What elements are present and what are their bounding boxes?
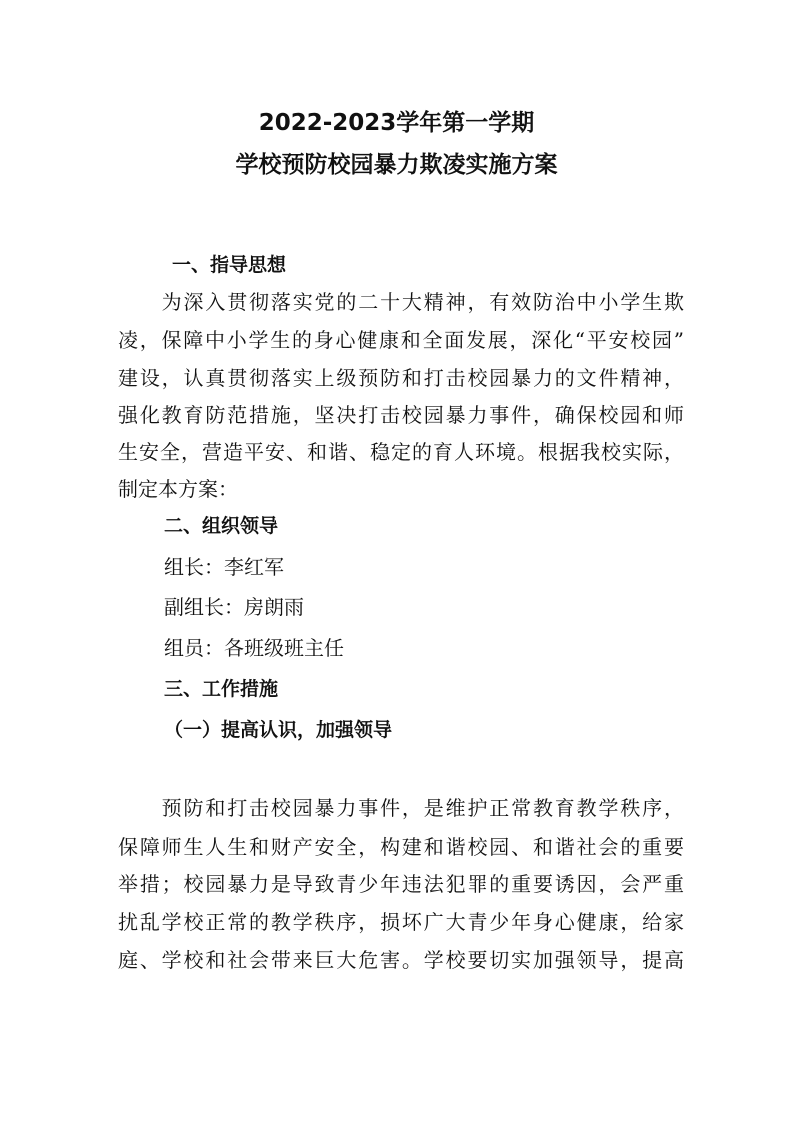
member-role: 组长：: [164, 555, 224, 579]
paragraph-line: 举措；校园暴力是导致青少年违法犯罪的重要诱因，会严重: [118, 872, 684, 896]
subsection-heading-awareness-leadership: （一）提高认识，加强领导: [164, 719, 393, 741]
paragraph-line: 庭、学校和社会带来巨大危害。学校要切实加强领导，提高: [118, 948, 684, 972]
paragraph-line: 扰乱学校正常的教学秩序，损坏广大青少年身心健康，给家: [118, 910, 684, 934]
member-name: 房朗雨: [244, 595, 304, 619]
paragraph-line: 保障师生人生和财产安全，构建和谐校园、和谐社会的重要: [118, 835, 684, 859]
member-leader: [164, 555, 284, 579]
paragraph-line: 凌，保障中小学生的身心健康和全面发展，深化“平安校园”: [118, 328, 684, 352]
section-heading-organization: 二、组织领导: [164, 515, 279, 537]
section-heading-work-measures: 三、工作措施: [164, 678, 279, 700]
member-name: 李红军: [224, 555, 284, 579]
section-heading-guiding-thought: 一、指导思想: [172, 254, 287, 276]
paragraph-line: 制定本方案：: [118, 477, 238, 501]
document-title-line-1: 2022-2023学年第一学期: [258, 110, 535, 136]
member-deputy-leader: [164, 595, 304, 619]
member-role: 组员：: [164, 636, 224, 660]
member-role: 副组长：: [164, 595, 244, 619]
member-group: [164, 636, 344, 660]
paragraph-line: 预防和打击校园暴力事件，是维护正常教育教学秩序，: [118, 796, 684, 820]
member-name: 各班级班主任: [224, 636, 344, 660]
paragraph-line: 为深入贯彻落实党的二十大精神，有效防治中小学生欺: [118, 290, 684, 314]
paragraph-line: 强化教育防范措施，坚决打击校园暴力事件，确保校园和师: [118, 403, 684, 427]
paragraph-line: 建设，认真贯彻落实上级预防和打击校园暴力的文件精神，: [118, 366, 684, 390]
document-title-line-2: 学校预防校园暴力欺凌实施方案: [235, 152, 558, 178]
paragraph-line: 生安全，营造平安、和谐、稳定的育人环境。根据我校实际，: [118, 440, 684, 464]
